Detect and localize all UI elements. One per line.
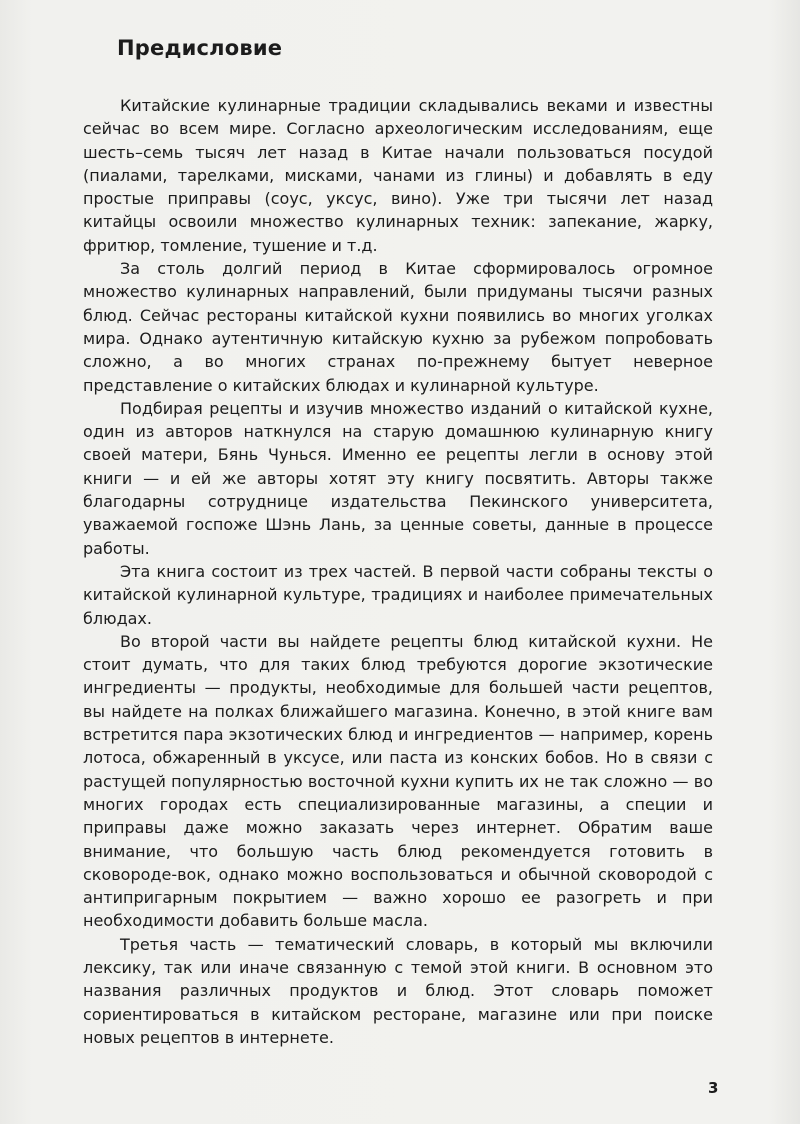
paragraph-3: Подбирая рецепты и изучив множество изданий о китайской кухне, один из авторов наткнулся на старую домашнюю кулинарную книгу своей матери, Бянь Чунься. Именно ее рецепты легли в основу этой книги — и ей же авторы хотят эту книгу посвятить. Авторы также благодарны сотруднице издательства Пекинского университета, уважаемой госпоже Шэнь Лань, за ценные советы, данные в процессе работы. [83,398,713,558]
paragraph-2: За столь долгий период в Китае сформировалось огромное множество кулинарных направлений, были придуманы тысячи разных блюд. Сейчас рестораны китайской кухни появились во многих уголках мира. Однако аутентичную китайскую кухню за рубежом попробовать сложно, а во многих странах по-прежнему бытует неверное представление о китайских блюдах и кулинарной культуре. [83,259,713,395]
paragraph-6: Третья часть — тематический словарь, в который мы включили лексику, так или иначе связанную с темой этой книги. В основном это названия различных продуктов и блюд. Этот словарь поможет сориентироваться в китайском ресторане, магазине или при поиске новых рецептов в интернете. [83,934,713,1047]
preface-body [83,94,713,1049]
paragraph-1: Китайские кулинарные традиции складывались веками и известны сейчас во всем мире. Согласно археологическим исследованиям, еще шесть–семь тысяч лет назад в Китае начали пользоваться посудой (пиалами, тарелками, мисками, чанами из глины) и добавлять в еду простые приправы (соус, уксус, вино). Уже три тысячи лет назад китайцы освоили множество кулинарных техник: запекание, жарку, фритюр, томление, тушение и т.д. [83,96,713,255]
page-number: 3 [708,1079,719,1097]
page-title: Предисловие [117,36,283,60]
paragraph-5: Во второй части вы найдете рецепты блюд китайской кухни. Не стоит думать, что для таких блюд требуются дорогие экзотические ингредиенты — продукты, необходимые для большей части рецептов, вы найдете на полках ближайшего магазина. Конечно, в этой книге вам встретится пара экзотических блюд и ингредиентов — например, корень лотоса, обжаренный в уксусе, или паста из конских бобов. Но в связи с растущей популярностью восточной кухни купить их не так сложно — во многих городах есть специализированные магазины, а специи и приправы даже можно заказать через интернет. Обратим ваше внимание, что большую часть блюд рекомендуется готовить в сковороде-вок, однако можно воспользоваться и обычной сковородой с антипригарным покрытием — важно хорошо ее разогреть и при необходимости добавить больше масла. [83,631,713,931]
paragraph-4: Эта книга состоит из трех частей. В первой части собраны тексты о китайской кулинарной культуре, традициях и наиболее примечательных блюдах. [83,561,713,628]
